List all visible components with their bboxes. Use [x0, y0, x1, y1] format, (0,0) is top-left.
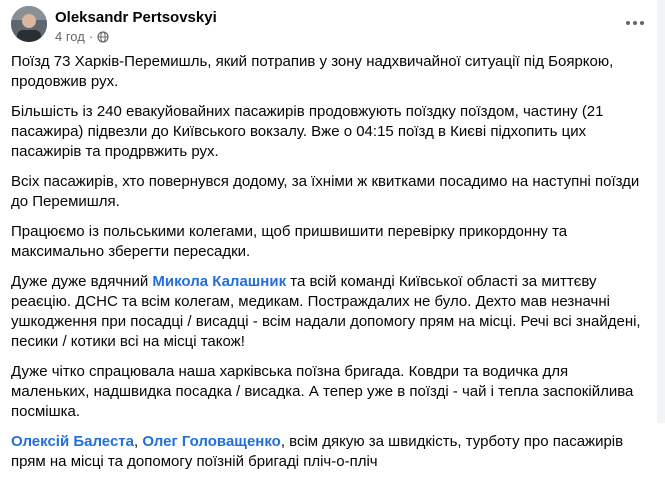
mention-link[interactable]: Микола Калашник [152, 273, 287, 290]
paragraph-text: , всім дякую за швидкість, турботу про пасажирів прям на місці та допомогу поїзній бригаді пліч-о-пліч [11, 433, 624, 470]
globe-icon [97, 31, 109, 43]
post-paragraph [11, 432, 649, 472]
paragraph-text: , [133, 433, 143, 450]
mention-link[interactable]: Олег Головащенко [142, 433, 281, 450]
post-paragraph: Дуже чітко спрацювала наша харківська поїзна бригада. Ковдри та водичка для маленьких, надшвидка посадка / висадка. А тепер уже в поїзді - чай і тепла заспокійлива посмішка. [11, 363, 634, 420]
post-meta [55, 29, 109, 44]
post-paragraph: Більшість із 240 евакуйовайних пасажирів продовжують поїздку поїздом, частину (21 пасажира) підвезли до Київського вокзалу. Вже о 04:15 поїзд в Києві підхопить цих пасажирів та продрвжить рух. [11, 103, 604, 160]
paragraph-text: Дуже дуже вдячний [11, 273, 153, 290]
meta-separator: · [88, 29, 94, 44]
post-body [11, 52, 649, 482]
more-options-icon[interactable] [619, 10, 651, 36]
post-paragraph [11, 272, 649, 352]
scrollbar[interactable] [657, 0, 665, 423]
author-avatar[interactable] [11, 6, 47, 42]
avatar-image [11, 6, 47, 42]
post-header [11, 6, 651, 46]
post-paragraph: Всіх пасажирів, хто повернувся додому, за їхніми ж квитками посадимо на наступні поїзди до Перемишля. [11, 173, 640, 210]
post-paragraph: Поїзд 73 Харків-Перемишль, який потрапив у зону надхвичайної ситуації під Бояркою, продовжив рух. [11, 53, 614, 90]
author-name[interactable]: Oleksandr Pertsovskyi [55, 9, 217, 26]
post-time[interactable]: 4 год [55, 29, 85, 44]
post-paragraph: Працюємо із польськими колегами, щоб пришвишити перевірку прикордонну та максимально зберегти пересадки. [11, 223, 568, 260]
paragraph-text: та всій команді Київської області за миттєву реаєцію. ДСНС та всім колегам, медикам. Постраждалих не було. Дехто мав незначні ушкодження при посадці / висадці - всім надали допомогу прям на місці. Речі всі знайдені, песики / котики всі на місці також! [11, 273, 641, 350]
mention-link[interactable]: Олексій Балеста [11, 433, 134, 450]
